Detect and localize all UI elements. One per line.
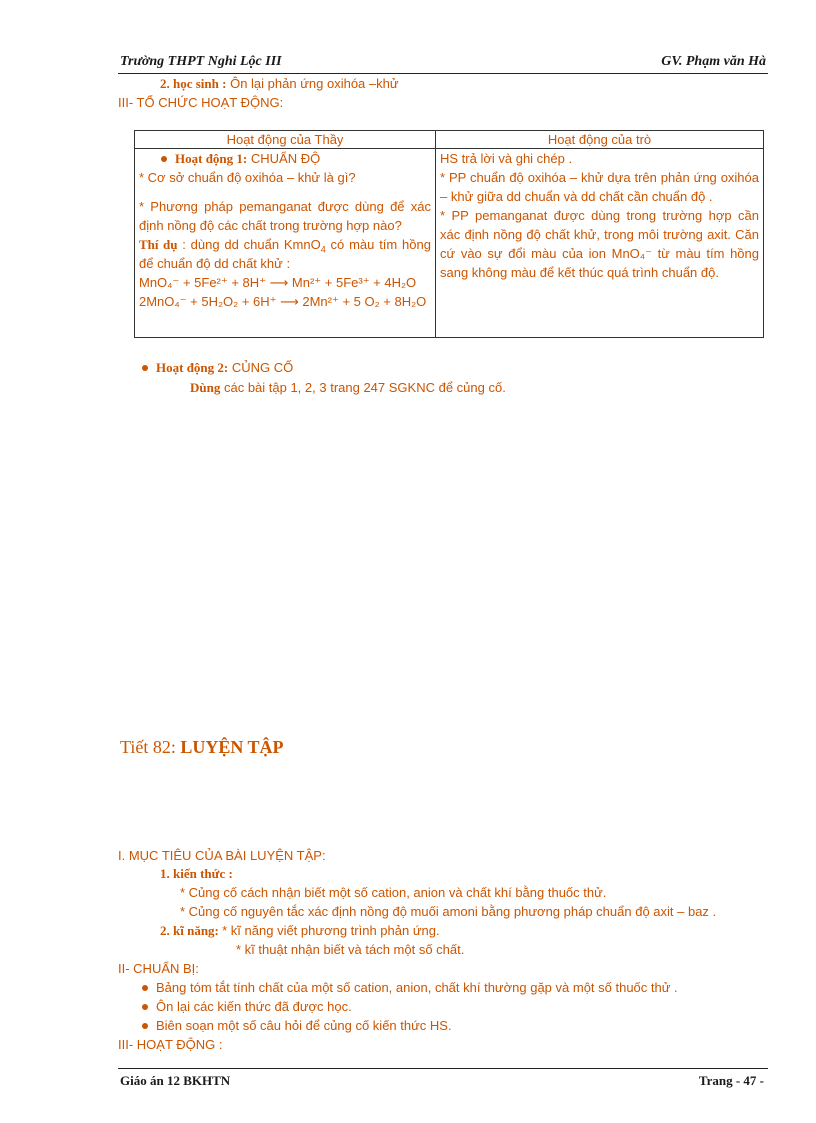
- prep-item-3: [142, 1016, 452, 1035]
- col-teacher-header: Hoạt động của Thầy: [135, 131, 436, 149]
- prep-item-2-text: Ôn lại các kiến thức đã được học.: [156, 999, 352, 1014]
- teacher-q1: * Cơ sở chuẩn độ oxihóa – khử là gì?: [139, 170, 356, 185]
- teacher-cell: [135, 149, 436, 338]
- footer-left: Giáo án 12 BKHTN: [120, 1073, 231, 1088]
- equation-1: MnO₄⁻ + 5Fe²⁺ + 8H⁺ ⟶ Mn²⁺ + 5Fe³⁺ + 4H₂O: [139, 275, 417, 290]
- knowledge-label: 1. kiến thức :: [160, 866, 233, 881]
- table-header-row: [135, 131, 764, 149]
- activity-2-rest: các bài tập 1, 2, 3 trang 247 SGKNC để củng cố.: [220, 380, 506, 395]
- activity-2-line: [190, 378, 506, 397]
- activity-2-label: Hoạt động 2:: [156, 360, 229, 375]
- lesson-title-main: LUYỆN TẬP: [180, 737, 284, 757]
- lesson-title: [120, 737, 284, 758]
- activity-table: [134, 130, 764, 338]
- prep-item-3-text: Biên soạn một số câu hỏi để củng cố kiến thức HS.: [156, 1018, 452, 1033]
- bullet-icon: [142, 1023, 148, 1029]
- student-s1: HS trả lời và ghi chép .: [440, 151, 573, 166]
- example-text-a: : dùng dd chuẩn KmnO: [182, 237, 321, 252]
- skills-line-1: [160, 921, 440, 940]
- activity-1-label: Hoạt động 1:: [175, 151, 248, 166]
- bullet-icon: [142, 985, 148, 991]
- student-s3: * PP pemanganat được dùng trong trường hợp cần xác định nồng độ chất khử, trong môi trường axit. Căn cứ vào sự đổi màu của ion MnO₄⁻ từ màu tím hồng sang không màu để kết thúc quá trình chuẩn độ.: [440, 208, 759, 280]
- header-school: Trường THPT Nghi Lộc III: [120, 54, 282, 69]
- example-text-b: có màu tím hồng để chuẩn độ dd chất khử :: [139, 237, 431, 271]
- student-cell: [436, 149, 764, 338]
- section-3-heading: III- TỔ CHỨC HOẠT ĐỘNG:: [118, 95, 284, 110]
- section-2-heading: II- CHUẨN BỊ:: [118, 961, 199, 976]
- skills-label: 2. kĩ năng:: [160, 923, 219, 938]
- student-prep-line: [160, 74, 399, 93]
- activity-2-title: CỦNG CỐ: [231, 360, 294, 375]
- lesson-title-prefix: Tiết 82:: [120, 737, 176, 757]
- skills-1: * kĩ năng viết phương trình phản ứng.: [222, 923, 440, 938]
- equation-2: 2MnO₄⁻ + 5H₂O₂ + 6H⁺ ⟶ 2Mn²⁺ + 5 O₂ + 8H₂O: [139, 294, 427, 309]
- prep-item-1: [142, 978, 678, 997]
- student-prep-label: 2. học sinh :: [160, 76, 227, 91]
- footer-rule: [118, 1068, 768, 1069]
- teacher-example: [139, 235, 431, 273]
- student-prep-text: Ôn lại phản ứng oxihóa –khử: [230, 76, 399, 91]
- knowledge-2: * Củng cố nguyên tắc xác định nồng độ muối amoni bằng phương pháp chuẩn độ axit – baz .: [180, 904, 717, 919]
- skills-2: * kĩ thuật nhận biết và tách một số chất.: [236, 942, 465, 957]
- section-3b-heading: III- HOẠT ĐỘNG :: [118, 1037, 223, 1052]
- example-label: Thí dụ: [139, 237, 178, 252]
- activity-2-heading: [142, 358, 293, 377]
- header-teacher: GV. Phạm văn Hà: [661, 54, 766, 69]
- bullet-icon: [161, 156, 167, 162]
- activity-2-bold: Dùng: [190, 380, 221, 395]
- col-student-header: Hoạt động của trò: [436, 131, 764, 149]
- prep-item-2: [142, 997, 352, 1016]
- activity-1-title: CHUẨN ĐỘ: [250, 151, 321, 166]
- section-1-heading: I. MỤC TIÊU CỦA BÀI LUYỆN TẬP:: [118, 848, 326, 863]
- knowledge-1: * Củng cố cách nhận biết một số cation, anion và chất khí bằng thuốc thử.: [180, 885, 607, 900]
- footer-page: Trang - 47 -: [698, 1073, 764, 1088]
- prep-item-1-text: Bảng tóm tắt tính chất của một số cation, anion, chất khí thường gặp và một số thuốc thử .: [156, 980, 678, 995]
- activity-1-heading: [139, 149, 431, 168]
- bullet-icon: [142, 365, 148, 371]
- table-body-row: [135, 149, 764, 338]
- student-s2: * PP chuẩn độ oxihóa – khử dựa trên phản ứng oxihóa – khử giữa dd chuẩn và dd chất cần chuẩn độ .: [440, 170, 759, 204]
- example-sub: 4: [320, 244, 326, 255]
- teacher-q2: * Phương pháp pemanganat được dùng để xác định nồng độ các chất trong trường hợp nào?: [139, 199, 431, 233]
- bullet-icon: [142, 1004, 148, 1010]
